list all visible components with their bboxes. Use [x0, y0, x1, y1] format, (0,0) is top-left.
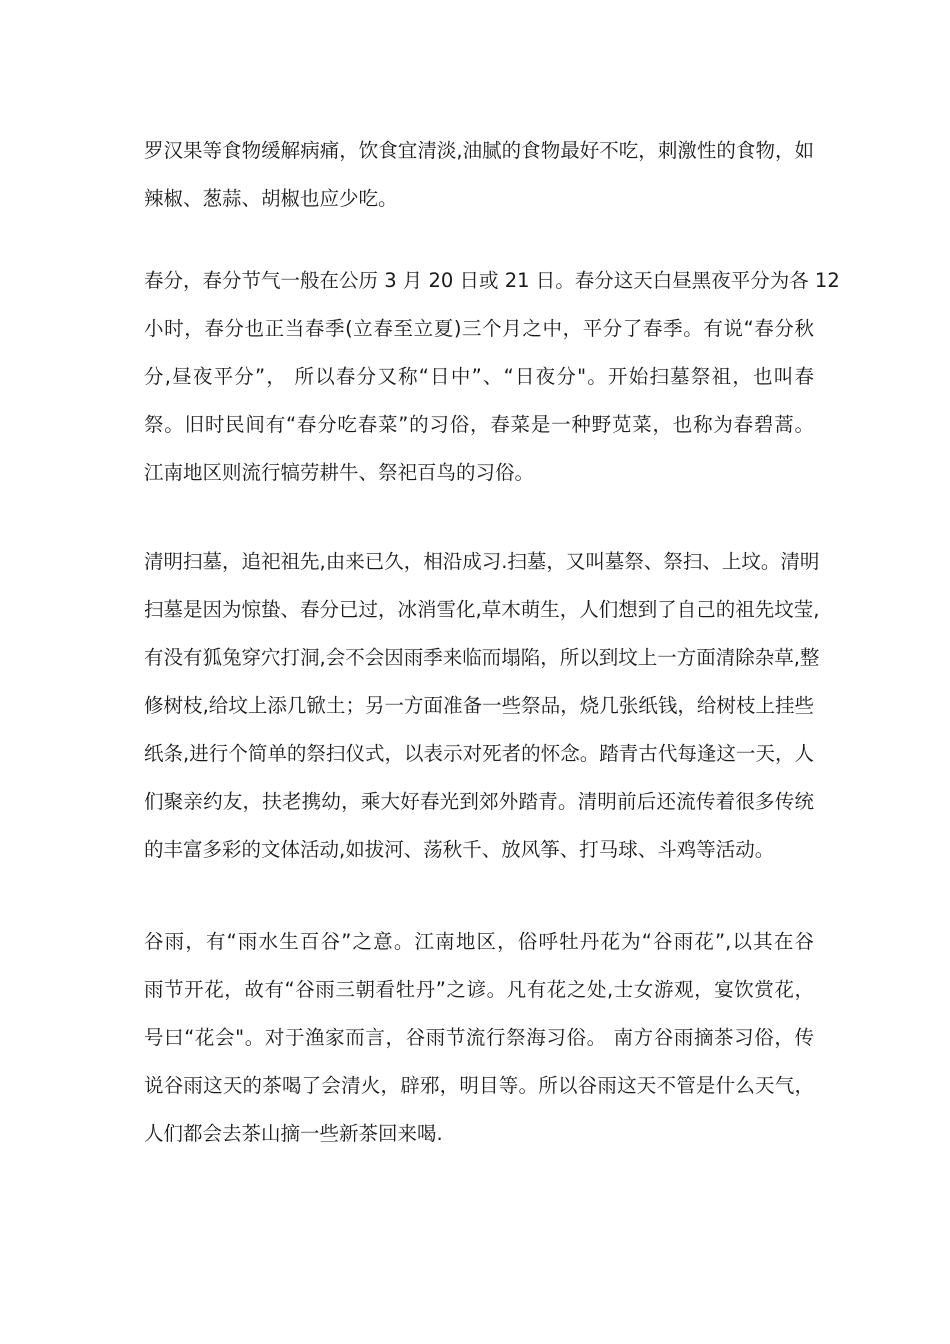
text-line: 分,昼夜平分”， 所以春分又称“日中”、“日夜分"。开始扫墓祭祖，也叫春 — [144, 365, 814, 388]
text-line: 谷雨，有“雨水生百谷”之意。江南地区，俗呼牡丹花为“谷雨花”,以其在谷 — [144, 930, 814, 953]
text-line: 清明扫墓，追祀祖先,由来已久，相沿成习.扫墓，又叫墓祭、祭扫、上坟。清明 — [144, 550, 820, 573]
text-line: 人们都会去茶山摘一些新茶回来喝. — [144, 1122, 443, 1145]
text-line: 纸条,进行个简单的祭扫仪式，以表示对死者的怀念。踏青古代每逢这一天，人 — [144, 742, 814, 765]
paragraph-chunfen — [144, 257, 840, 497]
text-line: 祭。旧时民间有“春分吃春菜”的习俗，春菜是一种野苋菜，也称为春碧蒿。 — [144, 413, 814, 436]
paragraph-qingming — [144, 538, 820, 874]
text-line: 小时，春分也正当春季(立春至立夏)三个月之中，平分了春季。有说“春分秋 — [144, 317, 814, 340]
text-line: 辣椒、葱蒜、胡椒也应少吃。 — [144, 187, 398, 210]
text-line: 修树枝,给坟上添几锨土；另一方面准备一些祭品，烧几张纸钱，给树枝上挂些 — [144, 694, 814, 717]
text-line: 说谷雨这天的茶喝了会清火，辟邪，明目等。所以谷雨这天不管是什么天气， — [144, 1074, 814, 1097]
text-line: 罗汉果等食物缓解病痛，饮食宜清淡,油腻的食物最好不吃，刺激性的食物，如 — [144, 139, 814, 162]
paragraph-guyu — [144, 918, 814, 1158]
text-line: 们聚亲约友，扶老携幼，乘大好春光到郊外踏青。清明前后还流传着很多传统 — [144, 790, 814, 813]
text-line: 有没有狐兔穿穴打洞,会不会因雨季来临而塌陷，所以到坟上一方面清除杂草,整 — [144, 646, 820, 669]
text-line: 的丰富多彩的文体活动,如拔河、荡秋千、放风筝、打马球、斗鸡等活动。 — [144, 838, 775, 861]
text-line: 扫墓是因为惊蛰、春分已过，冰消雪化,草木萌生，人们想到了自己的祖先坟莹, — [144, 598, 820, 621]
text-line: 雨节开花，故有“谷雨三朝看牡丹”之谚。凡有花之处,士女游观，宴饮赏花， — [144, 978, 814, 1001]
text-line: 春分，春分节气一般在公历 3 月 20 日或 21 日。春分这天白昼黑夜平分为各 12 — [144, 269, 840, 292]
paragraph-diet — [144, 127, 814, 223]
text-line: 江南地区则流行犒劳耕牛、祭祀百鸟的习俗。 — [144, 461, 535, 484]
text-line: 号曰“花会"。对于渔家而言，谷雨节流行祭海习俗。 南方谷雨摘茶习俗，传 — [144, 1026, 814, 1049]
